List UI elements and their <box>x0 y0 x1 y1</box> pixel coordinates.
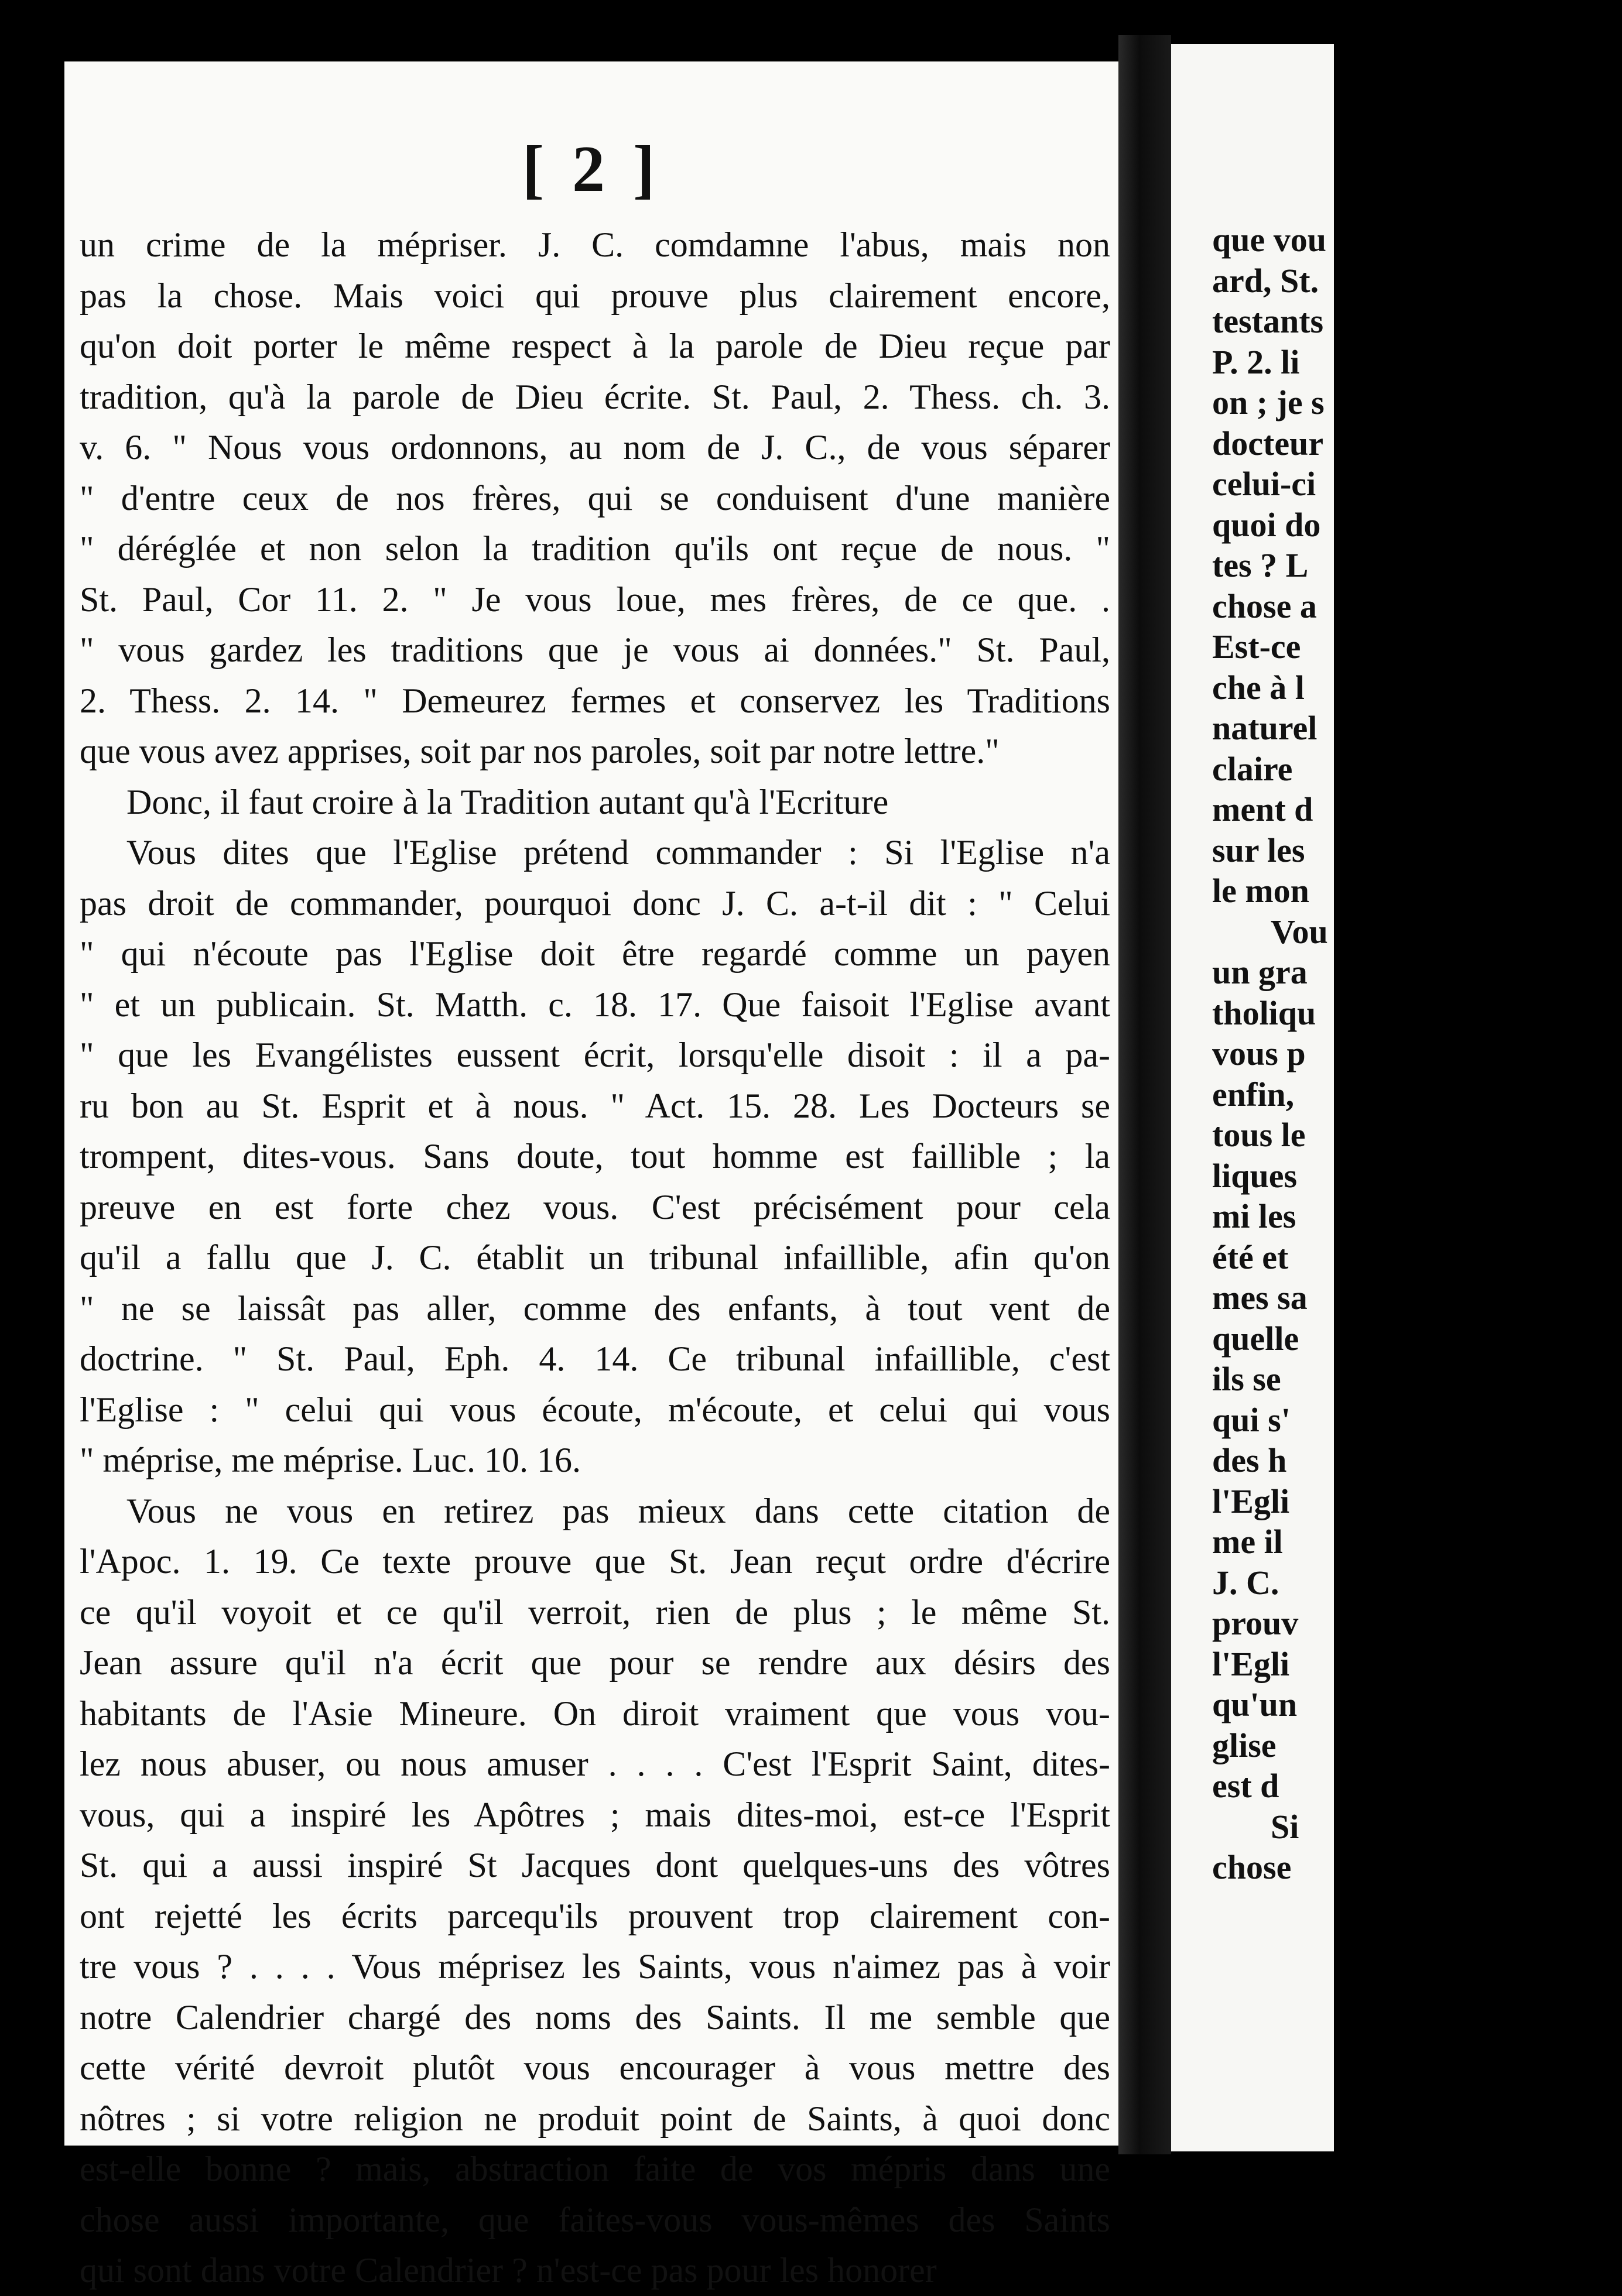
right-text-line: tous le <box>1212 1116 1306 1154</box>
right-text-line: Si <box>1271 1807 1299 1846</box>
text-line: ont rejetté les écrits parcequ'ils prouvent trop clairement con- <box>80 1896 1110 1935</box>
text-line: pas la chose. Mais voici qui prouve plus clairement encore, <box>80 276 1110 315</box>
right-text-line: tholiqu <box>1212 993 1316 1032</box>
left-page-body-text <box>80 220 1110 2296</box>
right-page-fragment <box>1171 44 1334 2151</box>
right-text-line: mi les <box>1212 1197 1296 1235</box>
left-page <box>64 61 1118 2290</box>
right-text-line: des h <box>1212 1441 1287 1479</box>
right-text-line: est d <box>1212 1767 1279 1805</box>
right-text-line: mes sa <box>1212 1279 1308 1317</box>
right-text-line: enfin, <box>1212 1075 1295 1113</box>
right-text-line: ils se <box>1212 1360 1281 1398</box>
right-text-line: naturel <box>1212 709 1318 747</box>
text-line: habitants de l'Asie Mineure. On diroit vraiment que vous vou- <box>80 1694 1110 1733</box>
right-text-line: été et <box>1212 1238 1289 1276</box>
text-line: " que les Evangélistes eussent écrit, lorsqu'elle disoit : il a pa- <box>80 1036 1110 1074</box>
text-line: est-elle bonne ? mais, abstraction faite de vos mépris dans une <box>80 2150 1110 2188</box>
text-line: Jean assure qu'il n'a écrit que pour se rendre aux désirs des <box>80 1643 1110 1682</box>
text-line: " et un publicain. St. Matth. c. 18. 17. Que faisoit l'Eglise avant <box>80 985 1110 1024</box>
text-line: qu'on doit porter le même respect à la parole de Dieu reçue par <box>80 327 1110 365</box>
text-line: cette vérité devroit plutôt vous encourager à vous mettre des <box>80 2048 1110 2087</box>
right-text-line: claire <box>1212 749 1293 788</box>
text-line: ce qu'il voyoit et ce qu'il verroit, rien de plus ; le même St. <box>80 1592 1110 1632</box>
right-text-line: glise <box>1212 1726 1277 1764</box>
text-line: 2. Thess. 2. 14. " Demeurez fermes et conservez les Traditions <box>80 681 1110 720</box>
right-text-line: chose a <box>1212 587 1317 625</box>
right-text-line: chose <box>1212 1848 1292 1886</box>
text-line: doctrine. " St. Paul, Eph. 4. 14. Ce tribunal infaillible, c'est <box>80 1339 1110 1378</box>
text-line: l'Eglise : " celui qui vous écoute, m'écoute, et celui qui vous <box>80 1390 1110 1429</box>
text-line: preuve en est forte chez vous. C'est précisément pour cela <box>80 1187 1110 1226</box>
right-text-line: ment d <box>1212 790 1313 828</box>
text-line: " vous gardez les traditions que je vous ai données." St. Paul, <box>80 630 1110 669</box>
right-text-line: l'Egli <box>1212 1644 1290 1683</box>
right-text-line: qu'un <box>1212 1685 1298 1723</box>
text-line: un crime de la mépriser. J. C. comdamne l'abus, mais non <box>80 225 1110 264</box>
text-line: ru bon au St. Esprit et à nous. " Act. 15. 28. Les Docteurs se <box>80 1086 1110 1125</box>
text-line: qui sont dans votre Calendrier ? n'est-ce pas pour les honorer <box>80 2251 937 2290</box>
text-line: " qui n'écoute pas l'Eglise doit être regardé comme un payen <box>80 934 1110 973</box>
text-line: " ne se laissât pas aller, comme des enfants, à tout vent de <box>80 1288 1110 1328</box>
right-text-line: Est-ce <box>1212 628 1301 666</box>
text-line: pas droit de commander, pourquoi donc J. C. a-t-il dit : " Celui <box>80 883 1110 923</box>
right-text-line: quoi do <box>1212 505 1321 544</box>
right-text-line: prouv <box>1212 1604 1299 1642</box>
right-text-line: docteur <box>1212 424 1324 462</box>
text-line: lez nous abuser, ou nous amuser . . . . C'est l'Esprit Saint, dites- <box>80 1745 1110 1783</box>
text-line: v. 6. " Nous vous ordonnons, au nom de J. C., de vous séparer <box>80 428 1110 467</box>
right-text-line: on ; je s <box>1212 383 1325 421</box>
text-line: notre Calendrier chargé des noms des Saints. Il me semble que <box>80 1997 1110 2037</box>
text-line: Vous dites que l'Eglise prétend commander : Si l'Eglise n'a <box>126 833 1110 872</box>
right-text-line: celui-ci <box>1212 465 1316 503</box>
text-line: chose aussi importante, que faites-vous vous-mêmes des Saints <box>80 2200 1110 2239</box>
text-line: Vous ne vous en retirez pas mieux dans cette citation de <box>126 1491 1110 1530</box>
text-line: tradition, qu'à la parole de Dieu écrite. St. Paul, 2. Thess. ch. 3. <box>80 377 1110 416</box>
text-line: que vous avez apprises, soit par nos paroles, soit par notre lettre." <box>80 732 1000 770</box>
text-line: l'Apoc. 1. 19. Ce texte prouve que St. Jean reçut ordre d'écrire <box>80 1542 1110 1581</box>
text-line: " méprise, me méprise. Luc. 10. 16. <box>80 1441 581 1479</box>
text-line: " déréglée et non selon la tradition qu'ils ont reçue de nous. " <box>80 529 1110 568</box>
right-text-line: l'Egli <box>1212 1482 1290 1520</box>
right-text-line: ard, St. <box>1212 261 1319 300</box>
page-number: [ 2 ] <box>522 133 661 205</box>
right-text-line: P. 2. li <box>1212 342 1300 381</box>
book-gutter <box>1118 35 1171 2154</box>
right-page-body-text <box>1212 220 1622 1888</box>
text-line: " d'entre ceux de nos frères, qui se conduisent d'une manière <box>80 478 1110 518</box>
text-line: Donc, il faut croire à la Tradition autant qu'à l'Ecriture <box>126 782 889 821</box>
right-text-line: sur les <box>1212 831 1305 869</box>
text-line: St. qui a aussi inspiré St Jacques dont quelques-uns des vôtres <box>80 1846 1110 1884</box>
text-line: tre vous ? . . . . Vous méprisez les Saints, vous n'aimez pas à voir <box>80 1947 1110 1986</box>
right-text-line: un gra <box>1212 953 1308 991</box>
text-line: qu'il a fallu que J. C. établit un tribunal infaillible, afin qu'on <box>80 1238 1110 1277</box>
right-text-line: testants <box>1212 302 1324 340</box>
text-line: vous, qui a inspiré les Apôtres ; mais dites-moi, est-ce l'Esprit <box>80 1795 1110 1834</box>
text-line: trompent, dites-vous. Sans doute, tout homme est faillible ; la <box>80 1137 1110 1176</box>
right-text-line: me il <box>1212 1523 1283 1561</box>
right-text-line: que vou <box>1212 221 1327 259</box>
right-text-line: quelle <box>1212 1319 1299 1358</box>
right-text-line: liques <box>1212 1156 1298 1195</box>
right-text-line: qui s' <box>1212 1400 1291 1439</box>
right-text-line: tes ? L <box>1212 546 1309 584</box>
right-text-line: le mon <box>1212 872 1309 910</box>
right-text-line: vous p <box>1212 1034 1306 1072</box>
right-text-line: che à l <box>1212 668 1305 707</box>
text-line: nôtres ; si votre religion ne produit point de Saints, à quoi donc <box>80 2099 1110 2138</box>
right-text-line: Vou <box>1271 912 1328 951</box>
text-line: St. Paul, Cor 11. 2. " Je vous loue, mes frères, de ce que. . <box>80 580 1110 619</box>
right-text-line: J. C. <box>1212 1563 1279 1602</box>
